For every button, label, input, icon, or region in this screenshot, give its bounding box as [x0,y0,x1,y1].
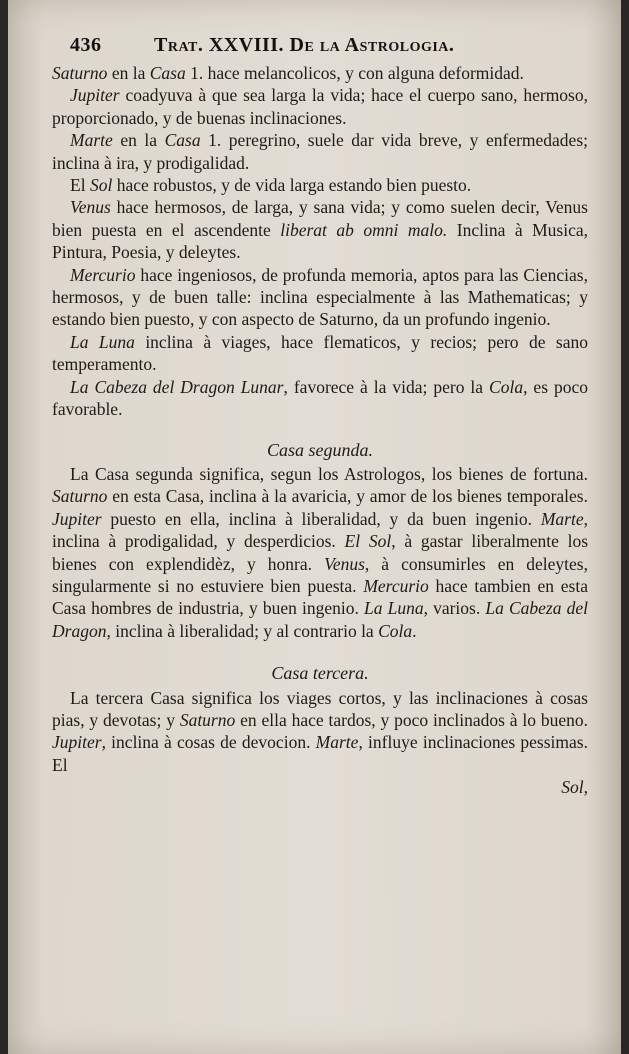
text-run: 1. peregrino, suele dar vida breve, y enfermedades; inclina à ira, y prodigalidad. [52,130,588,173]
italic-term: Venus [324,553,365,574]
catchword: Sol, [561,777,588,798]
page-body [52,62,588,799]
italic-term: Sol [89,175,113,196]
paragraph-venus [52,196,588,263]
text-run: hace robustos, y de vida larga estando bien puesto. [112,175,472,196]
italic-term: Saturno [52,486,108,507]
running-title: Trat. XXVIII. De la Astrologia. [154,34,455,56]
paragraph-mercurio [52,264,588,331]
italic-term: Casa [149,63,186,83]
section-heading-casa-tercera: Casa tercera. [271,663,369,684]
book-page [8,0,621,1054]
italic-term: Cola [378,620,413,641]
paragraph-casa-tercera [52,687,588,777]
italic-term: Marte [315,732,359,753]
text-run: , inclina à liberalidad; y al contrario la [106,620,379,641]
text-run: en la [112,130,165,151]
italic-term: Mercurio [70,264,136,285]
italic-term: Jupiter [52,508,102,529]
italic-term: La Luna [70,331,135,352]
italic-term: Cola [489,376,524,397]
paragraph-marte [52,129,588,174]
page-number: 436 [70,34,102,56]
text-run: La Casa segunda significa, segun los Astrologos, los bienes de fortuna. [70,463,588,484]
text-run: hace hermosos, de larga, y sana vida; y como suelen decir, Venus bien puesta en el ascendente [52,197,588,240]
paragraph-sol [52,174,588,196]
text-run: hace tambien en esta Casa hombres de industria, y buen ingenio. [52,575,588,619]
text-run: , inclina à prodigalidad, y desperdicios. [52,508,588,552]
text-run: , varios. [423,598,486,619]
text-run: , à consumirles en deleytes, singularmente si no estuviere bien puesta. [52,553,588,596]
italic-term: Jupiter [70,85,120,106]
italic-term: Venus [70,197,111,218]
italic-term: La Luna [363,598,424,619]
text-run: La tercera Casa significa los viages cortos, y las inclinaciones à cosas pias, y devotas; y [52,687,588,730]
text-run: Inclina à Musica, Pintura, Poesia, y deleytes. [52,219,588,263]
text-run: , inclina à cosas de devocion. [101,732,316,753]
italic-term: Marte [70,130,113,151]
text-run: en ella hace tardos, y poco inclinados à lo bueno. [235,709,588,730]
italic-term: Mercurio [363,575,429,596]
italic-term: La Cabeza del Dragon Lunar [70,376,284,397]
text-run: hace ingeniosos, de profunda memoria, aptos para las Ciencias, hermosos, y de buen talle: inclina especialmente à las Mathematicas; y estando bien puesto, y con aspecto de Saturno, da un profundo ingenio. [52,264,588,330]
italic-term: liberat ab omni malo. [280,219,448,240]
text-run: en esta Casa, inclina à la avaricia, y amor de los bienes temporales. [107,486,588,507]
running-header [70,34,580,64]
italic-term: Saturno [52,63,108,83]
text-run: coadyuva à que sea larga la vida; hace el cuerpo sano, hermoso, proporcionado, y de buenas inclinaciones. [52,85,588,128]
paragraph-jupiter [52,84,588,129]
text-run: , influye inclinaciones pessimas. El [52,732,588,775]
text-run: en la [107,63,150,83]
text-run: 1. hace melancolicos, y con alguna deformidad. [185,63,524,83]
text-run: inclina à viages, hace flematicos, y recios; pero de sano temperamento. [52,331,588,375]
text-run: . [412,620,417,641]
paragraph-saturno [52,62,588,84]
italic-term: Saturno [179,709,236,730]
italic-term: La Cabeza del Dragon [52,598,588,641]
paragraph-casa-segunda [52,463,588,642]
text-run: , à gastar liberalmente los bienes con explendidèz, y honra. [52,531,589,574]
section-heading-casa-segunda: Casa segunda. [266,439,373,460]
italic-term: Jupiter [52,732,102,753]
italic-term: Casa [164,130,201,151]
paragraph-luna [52,331,588,376]
text-run: , favorece à la vida; pero la [283,376,490,397]
text-run: , es poco favorable. [52,376,588,420]
text-run: puesto en ella, inclina à liberalidad, y da buen ingenio. [101,508,541,529]
paragraph-cabeza-dragon [52,376,588,421]
text-run: El [70,175,90,196]
italic-term: Marte [540,508,584,529]
italic-term: El Sol [344,531,392,552]
